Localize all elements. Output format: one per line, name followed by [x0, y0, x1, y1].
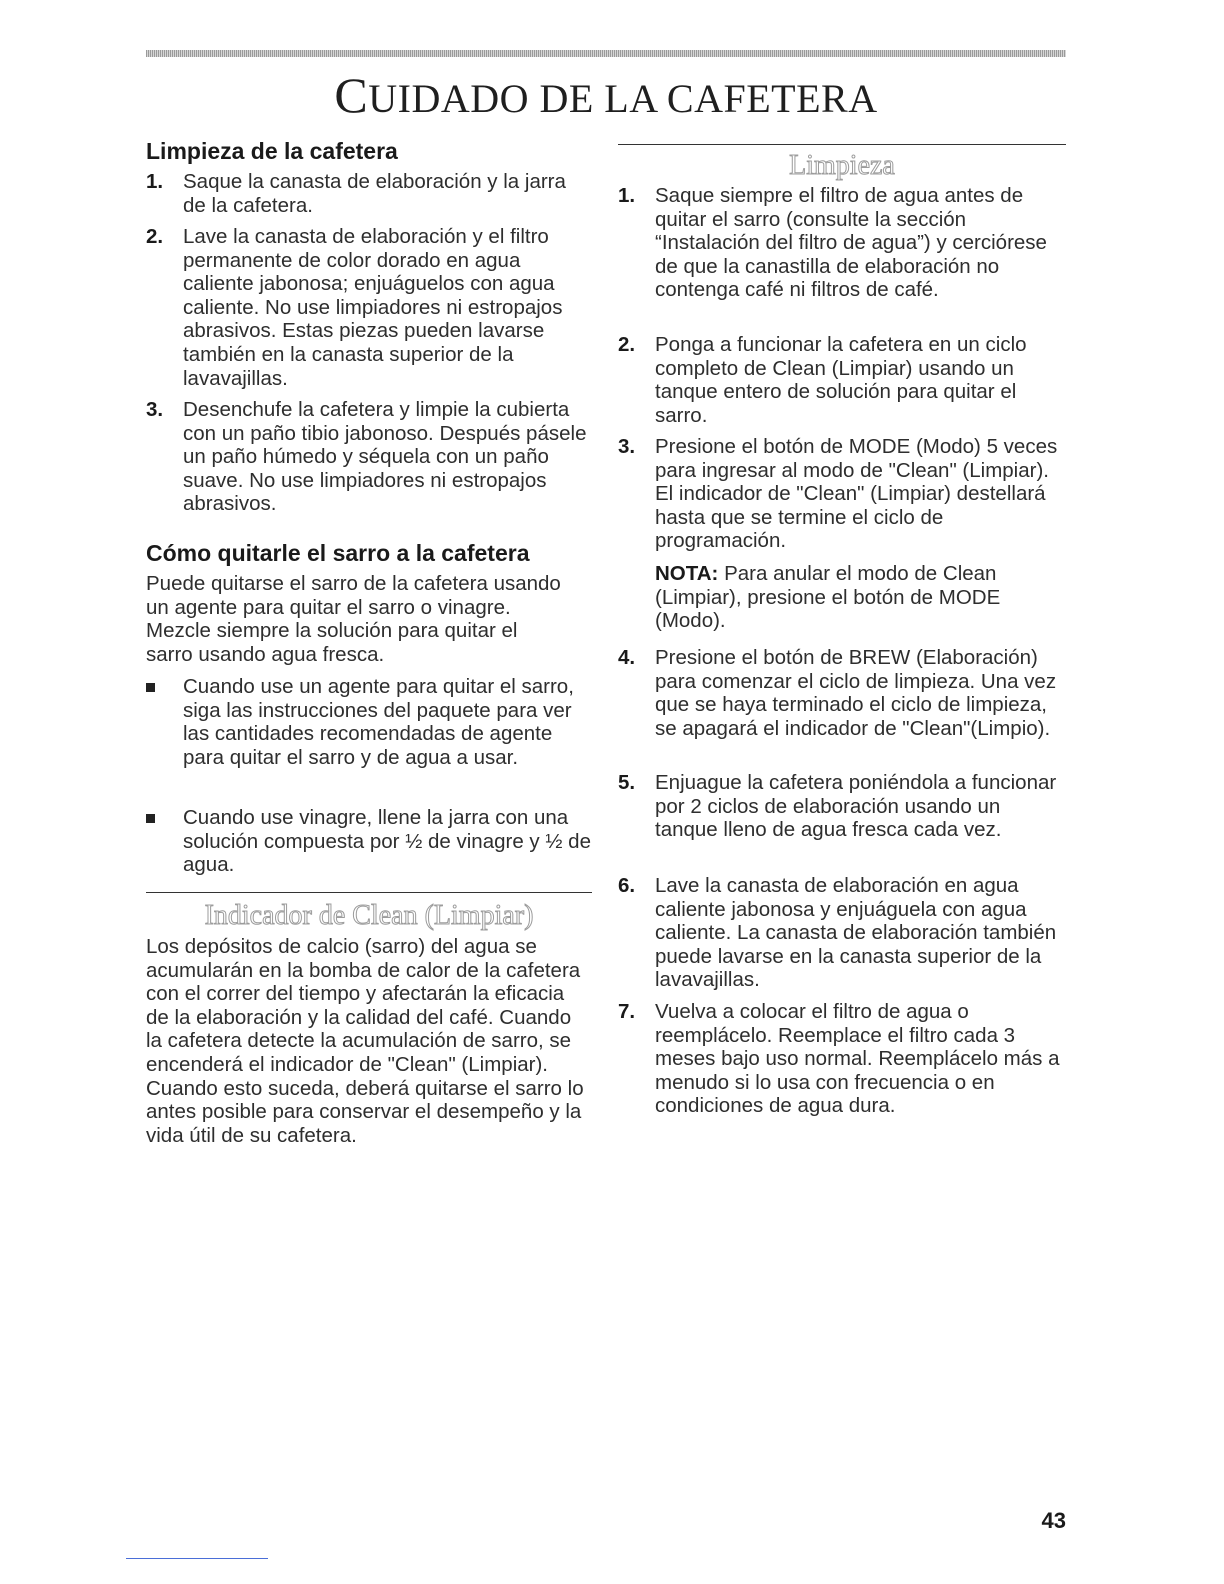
section-divider: [146, 892, 592, 893]
bullet-square-icon: [146, 683, 155, 692]
limpieza-step-2: 2. Ponga a funcionar la cafetera en un ciclo completo de Clean (Limpiar) usando un tanque entero de solución para quitar el sarro.: [618, 333, 1027, 427]
limpieza-step-6: 6. Lave la canasta de elaboración en agua caliente jabonosa y enjuáguela con agua caliente. La canasta de elaboración también puede lavarse en la canasta superior de la lavavajillas.: [618, 874, 1057, 992]
limpieza-item-1: 1. Saque la canasta de elaboración y la jarra de la cafetera.: [146, 170, 566, 217]
limpieza-step-3: 3. Presione el botón de MODE (Modo) 5 veces para ingresar al modo de "Clean" (Limpiar). El indicador de "Clean" (Limpiar) destellará hasta que se termine el ciclo de programación.: [618, 435, 1058, 553]
limpieza-cafetera-heading: Limpieza de la cafetera: [146, 138, 398, 164]
page-title: CUIDADO DE LA CAFETERA: [334, 67, 878, 123]
section-divider: [618, 144, 1066, 145]
page-number: 43: [1041, 1508, 1066, 1533]
indicador-clean-paragraph: Los depósitos de calcio (sarro) del agua se acumularán en la bomba de calor de la cafetera con el correr del tiempo y afectarán la eficacia de la elaboración y la calidad del café. Cuando la cafetera detecte la acumulación de sarro, se encenderá el indicador de "Clean" (Limpiar). Cuando esto suceda, deberá quitarse el sarro lo antes posible para conservar el desempeño y la vida útil de su cafetera.: [146, 935, 584, 1147]
bullet-square-icon: [146, 814, 155, 823]
limpieza-heading: Limpieza: [789, 150, 895, 181]
indicador-clean-heading: Indicador de Clean (Limpiar): [204, 900, 534, 931]
sarro-bullet-2: Cuando use vinagre, llene la jarra con una solución compuesta por ½ de vinagre y ½ de agua.: [146, 806, 592, 877]
limpieza-step-1: 1. Saque siempre el filtro de agua antes de quitar el sarro (consulte la sección “Instalación del filtro de agua”) y cerciórese de que la canastilla de elaboración no contenga café ni filtros de café.: [618, 184, 1047, 302]
limpieza-item-3: 3. Desenchufe la cafetera y limpie la cubierta con un paño tibio jabonoso. Después pásele un paño húmedo y séquela con un paño suave. No use limpiadores ni estropajos abrasivos.: [146, 398, 587, 516]
bottom-link-rule: [126, 1558, 268, 1559]
limpieza-step-4: 4. Presione el botón de BREW (Elaboración) para comenzar el ciclo de limpieza. Una vez que se haya terminado el ciclo de limpieza, se apagará el indicador de "Clean"(Limpio).: [618, 646, 1057, 740]
sarro-intro-paragraph: Puede quitarse el sarro de la cafetera usando un agente para quitar el sarro o vinagre. Mezcle siempre la solución para quitar el sarro usando agua fresca.: [146, 572, 561, 666]
limpieza-step-5: 5. Enjuague la cafetera poniéndola a funcionar por 2 ciclos de elaboración usando un tanque lleno de agua fresca cada vez.: [618, 771, 1057, 842]
quitar-sarro-heading: Cómo quitarle el sarro a la cafetera: [146, 540, 530, 566]
nota-paragraph: NOTA: Para anular el modo de Clean (Limpiar), presione el botón de MODE (Modo).: [655, 562, 1001, 633]
top-decorative-rule: [146, 50, 1066, 57]
sarro-bullet-1: Cuando use un agente para quitar el sarro, siga las instrucciones del paquete para ver las cantidades recomendadas de agente para quitar el sarro y de agua a usar.: [146, 675, 592, 769]
limpieza-step-7: 7. Vuelva a colocar el filtro de agua o reemplácelo. Reemplace el filtro cada 3 meses bajo uso normal. Reemplácelo más a menudo si lo usa con frecuencia o en condiciones de agua dura.: [618, 1000, 1060, 1118]
limpieza-item-2: 2. Lave la canasta de elaboración y el filtro permanente de color dorado en agua caliente jabonosa; enjuáguelos con agua caliente. No use limpiadores ni estropajos abrasivos. Estas piezas pueden lavarse también en la canasta superior de la lavavajillas.: [146, 225, 563, 390]
